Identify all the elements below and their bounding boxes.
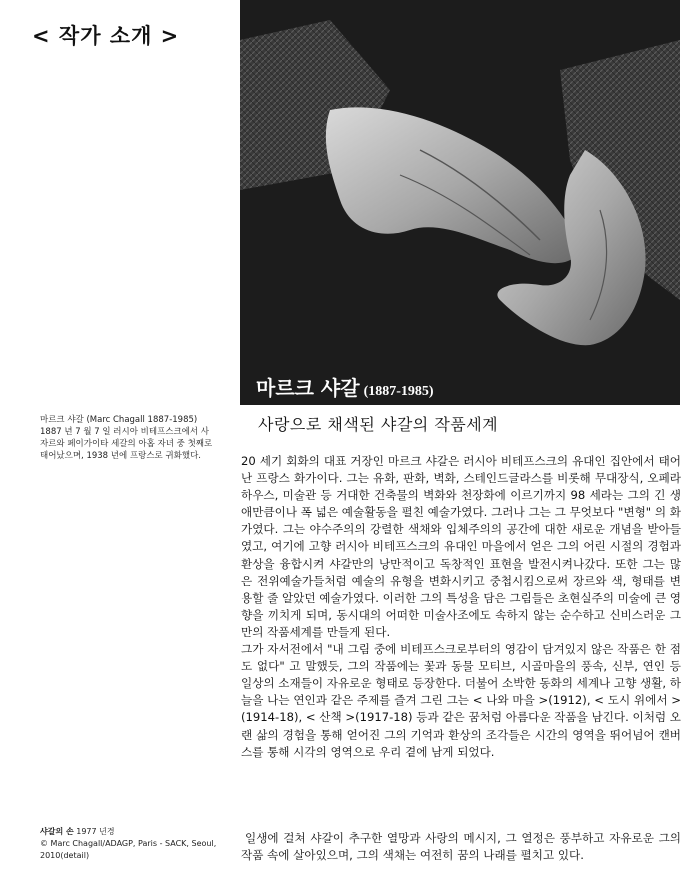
photo-credit xyxy=(40,826,220,862)
page-header-title: < 작가 소개 > xyxy=(32,24,180,48)
photo-caption xyxy=(256,372,434,401)
credit-copyright: © Marc Chagall/ADAGP, Paris - SACK, Seoul, xyxy=(40,839,217,848)
paragraph-2: 그가 자서전에서 "내 그림 중에 비테프스크로부터의 영감이 담겨있지 않은 작품은 한 점도 없다" 고 말했듯, 그의 작품에는 꽃과 동물 모티브, 시골마을의 풍속, 신부, 연인 등 일상의 소재들이 자유로운 형태로 등장한다. 더불어 소박한 동화의 세계나 고향 생활, 하늘을 나는 연인과 같은 주제를 즐겨 그린 그는 < 나와 마을 >(1912), < 도시 위에서 >(1914-18), < 산책 >(1917-18) 등과 같은 꿈처럼 아름다운 작품을 남긴다. 이처럼 오랜 삶의 경험을 통해 얻어진 그의 기억과 환상의 조각들은 시간의 영역을 뛰어넘어 캔버스를 통해 시각의 영역으로 우리 곁에 남게 되었다. xyxy=(241,642,681,759)
side-note-text: 1887 년 7 월 7 일 러시아 비테프스크에서 사자르와 페이가이타 세갈의 아홉 자녀 중 첫째로 태어났으며, 1938 년에 프랑스로 귀화했다. xyxy=(40,427,213,461)
artist-years: (1887-1985) xyxy=(363,384,434,399)
credit-detail: 2010(detail) xyxy=(40,851,90,860)
closing-text: 일생에 걸쳐 샤갈이 추구한 열망과 사랑의 메시지, 그 열정은 풍부하고 자유로운 그의 작품 속에 살아있으며, 그의 색채는 여전히 꿈의 나래를 펼치고 있다. xyxy=(241,831,681,863)
article-body xyxy=(241,453,681,761)
credit-title: 샤갈의 손 xyxy=(40,827,74,836)
hands-illustration xyxy=(240,0,680,405)
hands-photo xyxy=(240,0,680,405)
section-title: 사랑으로 채색된 샤갈의 작품세계 xyxy=(258,415,499,434)
closing-paragraph xyxy=(241,830,681,864)
side-note-title: 마르크 샤갈 (Marc Chagall 1887-1985) xyxy=(40,415,198,425)
artist-side-note xyxy=(40,414,215,462)
artist-name: 마르크 샤갈 xyxy=(256,376,360,400)
credit-year: 1977 년경 xyxy=(76,827,115,836)
paragraph-1: 20 세기 회화의 대표 거장인 마르크 샤갈은 러시아 비테프스크의 유대인 집안에서 태어난 프랑스 화가이다. 그는 유화, 판화, 벽화, 스테인드글라스를 비롯해 무대장식, 오페라하우스, 미술관 등 거대한 건축물의 벽화와 천장화에 이르기까지 98 세라는 그의 긴 생애만큼이나 폭 넓은 예술활동을 펼친 예술가였다. 그러나 그는 그 무엇보다 "변형" 의 화가였다. 그는 야수주의의 강렬한 색채와 입체주의의 공간에 대한 새로운 개념을 받아들였고, 여기에 고향 러시아 비테프스크의 유대인 마을에서 얻은 그의 어린 시절의 경험과 환상을 융합시켜 샤갈만의 낭만적이고 독창적인 표현을 발전시켜나갔다. 또한 그는 많은 전위예술가들처럼 예술의 유형을 변화시키고 중첩시킴으로써 장르와 색, 형태를 변용할 줄 알았던 예술가였다. 이러한 그의 특성을 담은 그림들은 초현실주의 미술에 큰 영향을 끼치게 되며, 동시대의 어떠한 미술사조에도 속하지 않는 순수하고 신비스러운 그만의 작품세계를 만들게 된다. xyxy=(241,454,681,639)
